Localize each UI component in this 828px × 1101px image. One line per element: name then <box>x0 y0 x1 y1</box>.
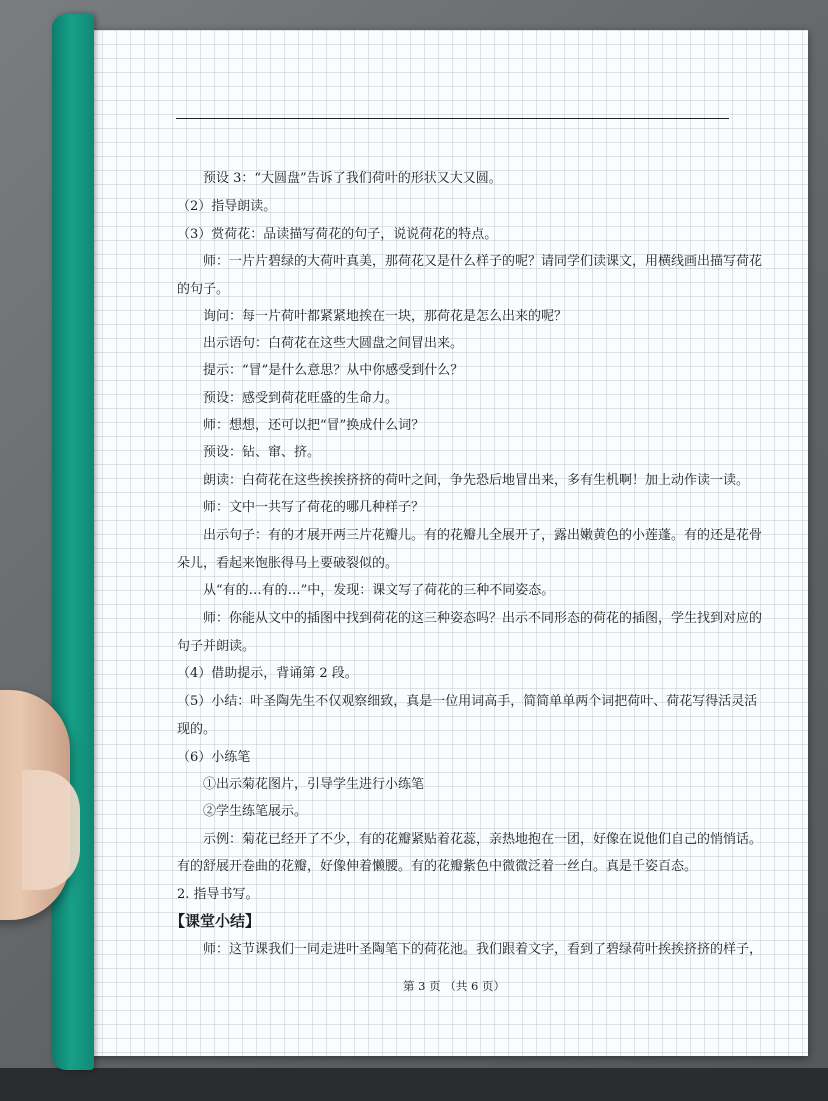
header-rule <box>176 118 729 119</box>
thumb <box>22 770 80 890</box>
bottom-edge <box>0 1068 828 1101</box>
page-number: 第 3 页 （共 6 页） <box>403 979 505 993</box>
binder-spine <box>52 14 94 1070</box>
page-footer <box>0 978 828 994</box>
